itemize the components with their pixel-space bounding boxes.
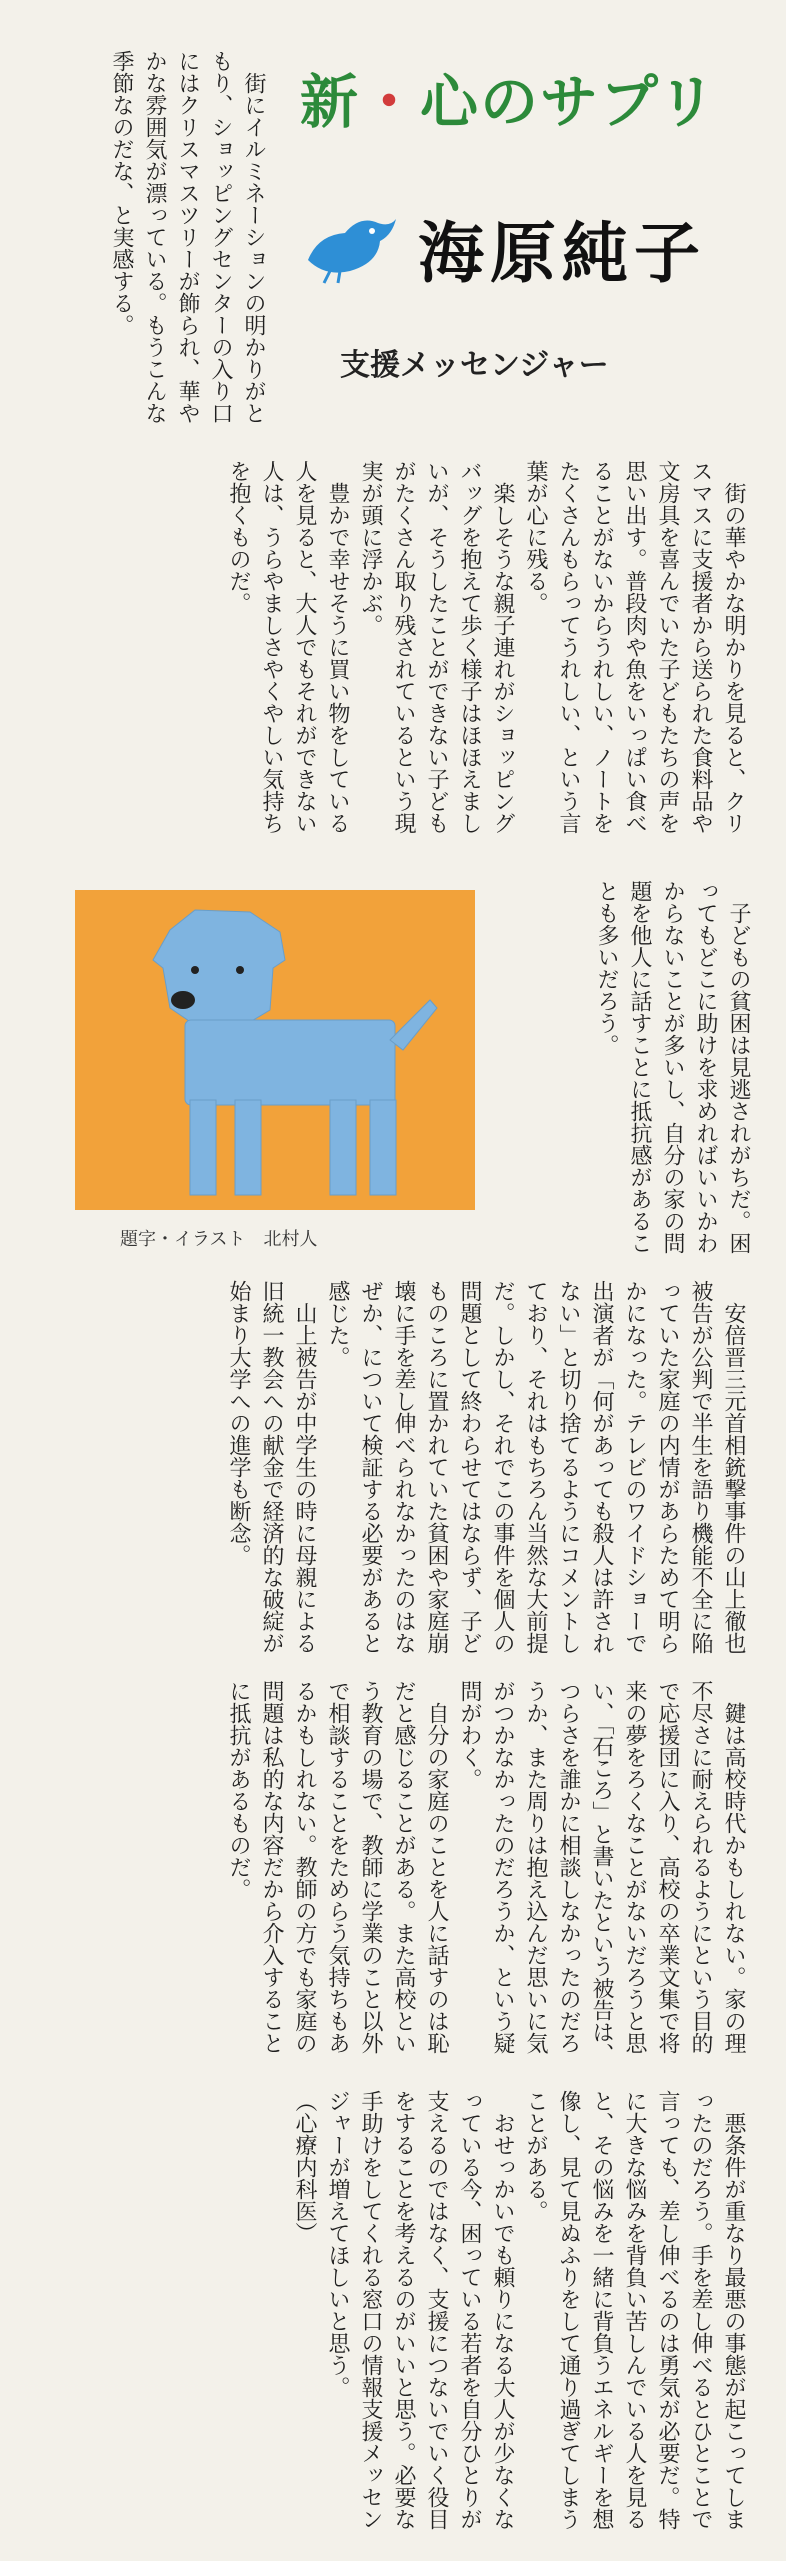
paragraph: 山上被告が中学生の時に母親による旧統一教会への献金で経済的な破綻が始まり大学への進学も断念。 [226,1280,317,1654]
paragraph: 悪条件が重なり最悪の事態が起こってしまったのだろう。手を差し伸べるとひとことで言っても、差し伸べるのは勇気が必要だ。特に大きな悩みを背負い苦しんでいる人を見ると、その悩みを一緒に背負うエネルギーを想像し、見て見ぬふりをして通り過ぎてしまうことがある。 [523,2090,746,2530]
paragraph: 安倍晋三元首相銃撃事件の山上徹也被告が公判で半生を語り機能不全に陥っていた家庭の内情があらためて明らかになった。テレビのワイドショーで出演者が「何があっても殺人は許されない」と切り捨てるようにコメントしており、それはもちろん当然な大前提だ。しかし、それでこの事件を個人の問題として終わらせてはならず、子どものころに置かれていた貧困や家庭崩壊に手を差し伸べられなかったのはなぜか、について検証する必要があると感じた。 [325,1280,746,1654]
paragraph: 自分の家庭のことを人に話すのは恥だと感じることがある。また高校という教育の場で、教師に学業のこと以外で相談することをためらう気持ちもあるかもしれない。教師の方でも家庭の問題は私的な内容だから介入することに抵抗があるものだ。 [226,1680,449,2054]
paragraph: おせっかいでも頼りになる大人が少なくなっている今、困っている若者を自分ひとりが支えるのではなく、支援につないでいく役目をすることを考えるのがいいと思う。必要な手助けをしてくれる窓口の情報支援メッセンジャーが増えてほしいと思う。 [325,2090,515,2530]
author-row [300,195,770,305]
text-block-1 [60,460,750,845]
column-subtitle: 支援メッセンジャー [340,348,609,383]
paragraph: 豊かで幸せそうに買い物をしている人を見ると、大人でもそれができない人は、うらやましさやくやしい気持ちを抱くものだ。 [226,460,350,834]
series-title-dot: ・ [360,68,421,136]
series-title-part1: 新 [300,68,361,136]
dog-illustration [75,890,475,1210]
paragraph: 楽しそうな親子連れがショッピングバッグを抱えて歩く様子はほほえましいが、そうしたことができない子どもがたくさん取り残されているという現実が頭に浮かぶ。 [358,460,515,834]
paragraph: 鍵は高校時代かもしれない。家の理不尽さに耐えられるようにという目的で応援団に入り、高校の卒業文集で将来の夢をろくなことがないだろうと思い、「石ころ」と書いたという被告は、つらさを誰かに相談しなかったのだろうか、また周りは抱え込んだ思いに気がつかなかったのだろうか、という疑問がわく。 [457,1680,746,2065]
author-name: 海原純子 [418,215,706,292]
series-title-part2: 心のサプリ [420,68,718,136]
text-block-5 [60,2090,750,2530]
author-signoff: （心療内科医） [292,2090,317,2244]
intro-paragraph: 街にイルミネーションの明かりがともり、ショッピングセンターの入り口にはクリスマスツリーが飾られ、華やかな雰囲気が漂っている。もうこんな季節なのだな、と実感する。 [109,50,266,424]
bird-icon [300,205,400,285]
text-block-2 [525,880,755,1260]
text-block-3 [60,1280,750,1660]
illustration-caption: 題字・イラスト 北村人 [120,1229,318,1250]
paragraph: 街の華やかな明かりを見ると、クリスマスに支援者から送られた食料品や文房具を喜んでいた子どもたちの声を思い出す。普段肉や魚をいっぱい食べることがないからうれしい、ノートをたくさんもらってうれしい、という言葉が心に残る。 [523,460,746,834]
text-block-4 [60,1680,750,2070]
series-title [300,55,770,165]
intro-text [60,50,270,430]
paragraph: 子どもの貧困は見逃されがちだ。困ってもどこに助けを求めればいいかわからないことが多いし、自分の家の問題を他人に話すことに抵抗感があることも多いだろう。 [594,880,751,1254]
